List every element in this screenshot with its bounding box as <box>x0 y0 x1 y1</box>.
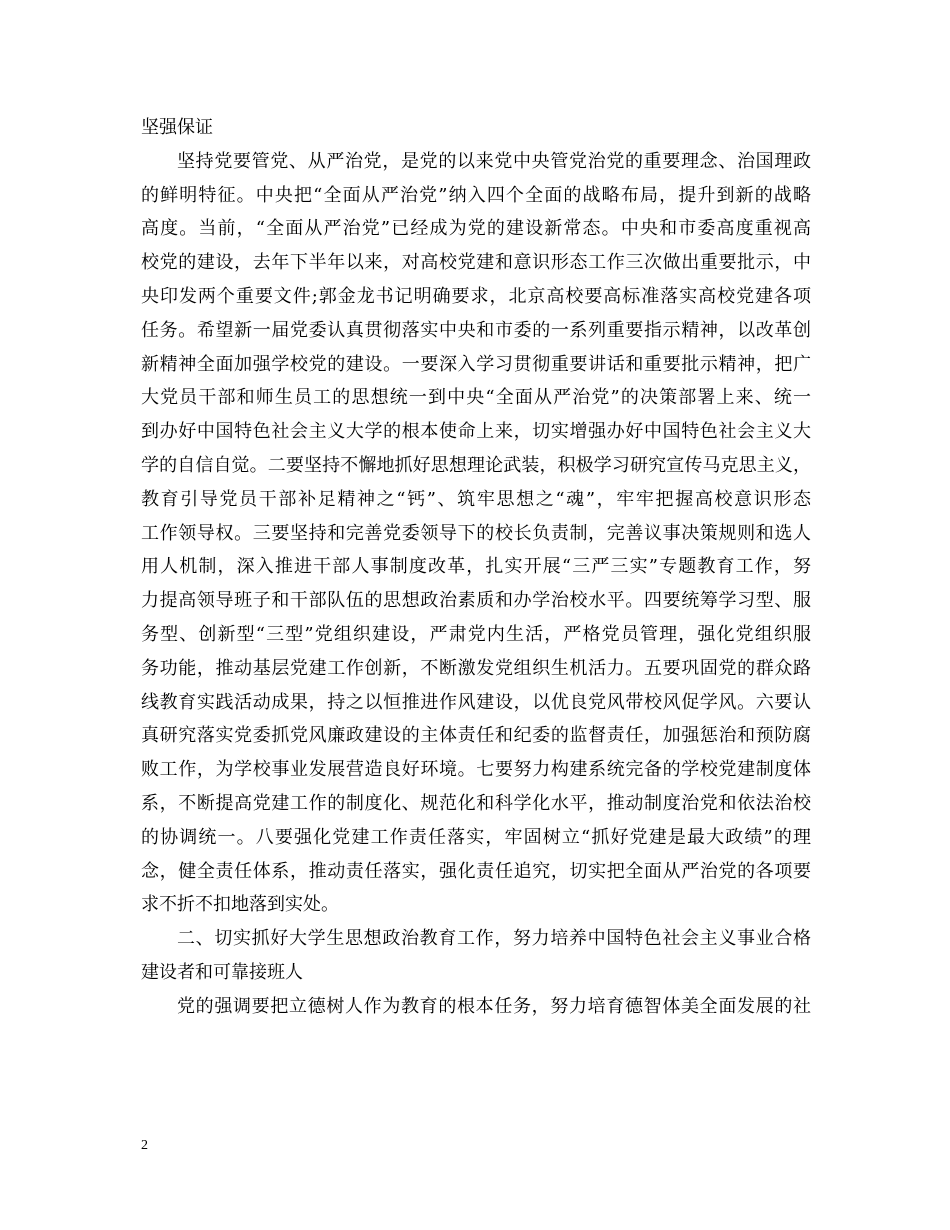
text-line: 系，不断提高党建工作的制度化、规范化和科学化水平，推动制度治党和依法治校 <box>141 792 811 814</box>
text-line: 的协调统一。八要强化党建工作责任落实，牢固树立“抓好党建是最大政绩”的理 <box>141 826 811 848</box>
text-line: 用人机制，深入推进干部人事制度改革，扎实开展“三严三实”专题教育工作，努 <box>141 556 811 578</box>
text-line: 教育引导党员干部补足精神之“钙”、筑牢思想之“魂”，牢牢把握高校意识形态 <box>141 488 811 510</box>
text-line: 务型、创新型“三型”党组织建设，严肃党内生活，严格党员管理，强化党组织服 <box>141 623 811 645</box>
text-line: 党的强调要把立德树人作为教育的根本任务，努力培育德智体美全面发展的社 <box>177 995 811 1017</box>
text-line: 的鲜明特征。中央把“全面从严治党”纳入四个全面的战略布局，提升到新的战略 <box>141 184 811 206</box>
text-line: 央印发两个重要文件;郭金龙书记明确要求，北京高校要高标准落实高校党建各项 <box>141 285 811 307</box>
text-line: 力提高领导班子和干部队伍的思想政治素质和办学治校水平。四要统筹学习型、服 <box>141 590 811 612</box>
page-number: 2 <box>141 1138 148 1153</box>
text-line: 坚持党要管党、从严治党，是党的以来党中央管党治党的重要理念、治国理政 <box>177 150 811 172</box>
text-line: 败工作，为学校事业发展营造良好环境。七要努力构建系统完备的学校党建制度体 <box>141 759 811 781</box>
text-line: 工作领导权。三要坚持和完善党委领导下的校长负责制，完善议事决策规则和选人 <box>141 522 811 544</box>
text-line: 线教育实践活动成果，持之以恒推进作风建设，以优良党风带校风促学风。六要认 <box>141 691 811 713</box>
text-line: 务功能，推动基层党建工作创新，不断激发党组织生机活力。五要巩固党的群众路 <box>141 657 811 679</box>
body-text <box>141 111 811 1024</box>
text-line: 建设者和可靠接班人 <box>141 961 303 983</box>
text-line: 大党员干部和师生员工的思想统一到中央“全面从严治党”的决策部署上来、统一 <box>141 387 811 409</box>
text-line: 新精神全面加强学校党的建设。一要深入学习贯彻重要讲话和重要批示精神，把广 <box>141 353 811 375</box>
text-line: 任务。希望新一届党委认真贯彻落实中央和市委的一系列重要指示精神，以改革创 <box>141 319 811 341</box>
text-line: 念，健全责任体系，推动责任落实，强化责任追究，切实把全面从严治党的各项要 <box>141 860 811 882</box>
text-line: 真研究落实党委抓党风廉政建设的主体责任和纪委的监督责任，加强惩治和预防腐 <box>141 725 811 747</box>
text-line: 坚强保证 <box>141 117 213 138</box>
text-line: 到办好中国特色社会主义大学的根本使命上来，切实增强办好中国特色社会主义大 <box>141 421 811 443</box>
text-line: 求不折不扣地落到实处。 <box>141 894 339 916</box>
text-line: 高度。当前，“全面从严治党”已经成为党的建设新常态。中央和市委高度重视高 <box>141 218 811 240</box>
text-line: 校党的建设，去年下半年以来，对高校党建和意识形态工作三次做出重要批示，中 <box>141 252 811 274</box>
text-line: 二、切实抓好大学生思想政治教育工作，努力培养中国特色社会主义事业合格 <box>177 928 811 950</box>
text-line: 学的自信自觉。二要坚持不懈地抓好思想理论武装，积极学习研究宣传马克思主义， <box>141 454 811 476</box>
